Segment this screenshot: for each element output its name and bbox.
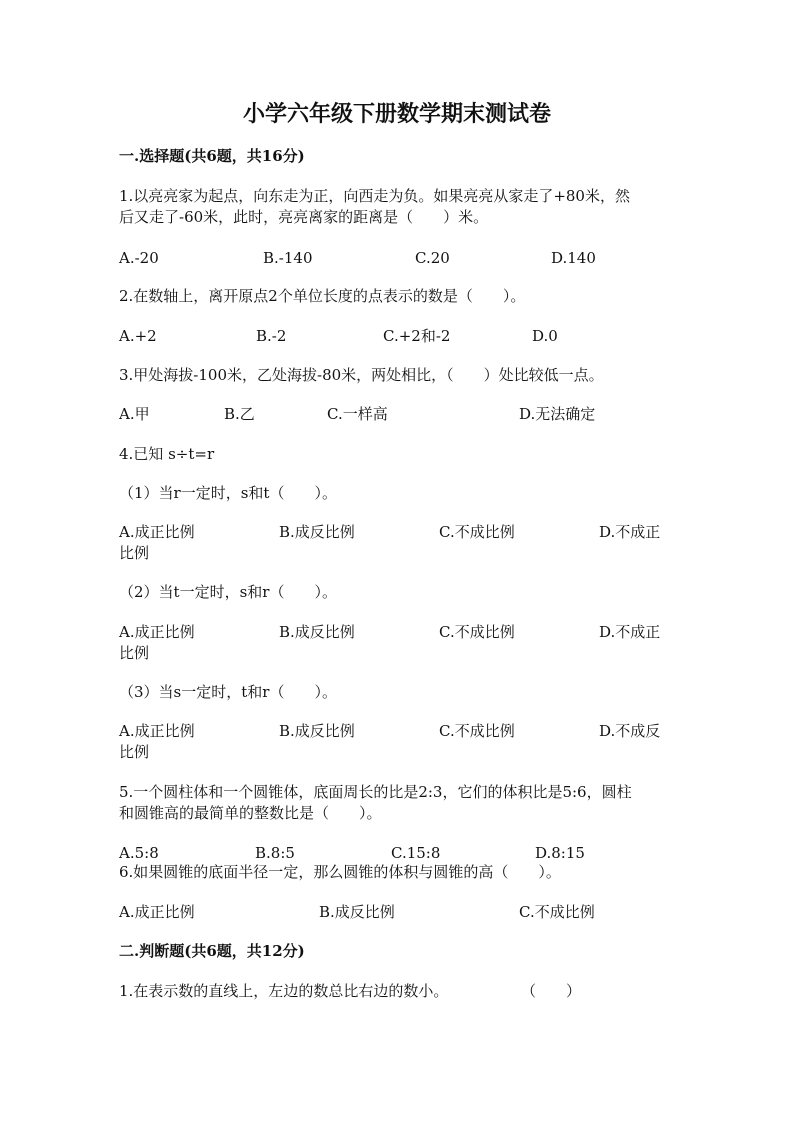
q6-option-b: B.成反比例 [319, 903, 395, 921]
q3-option-b: B.乙 [224, 405, 255, 423]
question-1-line2: 后又走了-60米，此时，亮亮离家的距离是（ ）米。 [119, 208, 489, 226]
q3-option-d: D.无法确定 [519, 405, 596, 423]
q4-3-option-b: B.成反比例 [279, 722, 355, 740]
q4-1-option-c: C.不成比例 [439, 523, 515, 541]
q1-option-a: A.-20 [119, 249, 159, 267]
question-4: 4.已知 s÷t=r [119, 445, 215, 463]
question-4-part-2: （2）当t一定时，s和r（ ）。 [119, 583, 337, 601]
q4-2-option-b: B.成反比例 [279, 623, 355, 641]
judge-question-1-blank: （ ） [521, 982, 582, 1000]
q4-3-option-d-wrap: 比例 [119, 743, 150, 761]
q2-option-d: D.0 [532, 327, 558, 345]
q4-2-option-d-wrap: 比例 [119, 644, 150, 662]
question-1-line1: 1.以亮亮家为起点，向东走为正，向西走为负。如果亮亮从家走了+80米，然 [119, 187, 630, 205]
question-2: 2.在数轴上，离开原点2个单位长度的点表示的数是（ ）。 [119, 287, 526, 305]
q2-option-b: B.-2 [256, 327, 287, 345]
q4-2-option-c: C.不成比例 [439, 623, 515, 641]
question-3: 3.甲处海拔-100米，乙处海拔-80米，两处相比，（ ）处比较低一点。 [119, 366, 604, 384]
q1-option-d: D.140 [551, 249, 596, 267]
q4-1-option-b: B.成反比例 [279, 523, 355, 541]
q2-option-a: A.+2 [119, 327, 157, 345]
q4-1-option-a: A.成正比例 [119, 523, 195, 541]
q3-option-a: A.甲 [119, 405, 150, 423]
q6-option-c: C.不成比例 [519, 903, 595, 921]
q4-1-option-d-wrap: 比例 [119, 544, 150, 562]
section-1-heading: 一.选择题(共6题，共16分) [119, 147, 305, 165]
q5-option-c: C.15:8 [391, 844, 441, 862]
q3-option-c: C.一样高 [327, 405, 388, 423]
q4-3-option-c: C.不成比例 [439, 722, 515, 740]
q4-2-option-a: A.成正比例 [119, 623, 195, 641]
q1-option-b: B.-140 [263, 249, 313, 267]
q1-option-c: C.20 [415, 249, 450, 267]
question-6: 6.如果圆锥的底面半径一定，那么圆锥的体积与圆锥的高（ ）。 [119, 863, 561, 881]
q2-option-c: C.+2和-2 [383, 327, 451, 345]
q5-option-d: D.8:15 [535, 844, 585, 862]
question-5-line1: 5.一个圆柱体和一个圆锥体，底面周长的比是2:3，它们的体积比是5:6，圆柱 [119, 783, 632, 801]
q5-option-b: B.8:5 [255, 844, 295, 862]
q4-3-option-a: A.成正比例 [119, 722, 195, 740]
question-4-part-1: （1）当r一定时，s和t（ ）。 [119, 484, 337, 502]
question-5-line2: 和圆锥高的最简单的整数比是（ ）。 [119, 804, 382, 822]
page-title: 小学六年级下册数学期末测试卷 [242, 101, 551, 127]
question-4-part-3: （3）当s一定时，t和r（ ）。 [119, 683, 337, 701]
q5-option-a: A.5:8 [119, 844, 159, 862]
section-2-heading: 二.判断题(共6题，共12分) [119, 942, 305, 960]
q6-option-a: A.成正比例 [119, 903, 195, 921]
judge-question-1: 1.在表示数的直线上，左边的数总比右边的数小。 [119, 982, 449, 1000]
q4-2-option-d: D.不成正 [599, 623, 661, 641]
q4-3-option-d: D.不成反 [599, 722, 661, 740]
q4-1-option-d: D.不成正 [599, 523, 661, 541]
